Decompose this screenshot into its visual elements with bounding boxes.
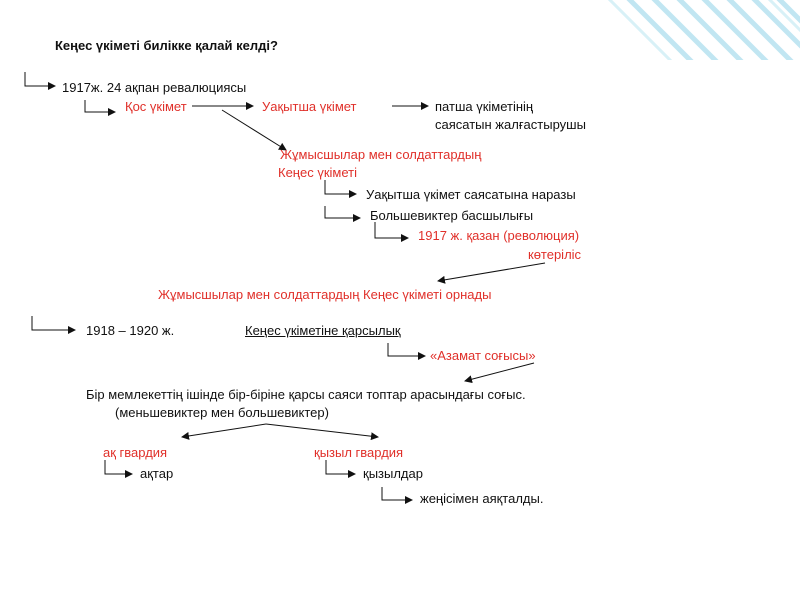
node-october-2: көтеріліс bbox=[528, 247, 582, 262]
node-soviet-2: Кеңес үкіметі bbox=[278, 165, 357, 180]
node-tsar-policy-1: патша үкіметінің bbox=[435, 99, 534, 114]
node-soviet-established: Жұмысшылар мен солдаттардың Кеңес үкіметі орнады bbox=[158, 287, 492, 302]
node-whites: ақтар bbox=[140, 466, 174, 481]
node-white-guard: ақ гвардия bbox=[103, 445, 168, 460]
node-civil-war: «Азамат соғысы» bbox=[430, 348, 536, 363]
node-definition-1: Бір мемлекеттің ішінде бір-біріне қарсы саяси топтар арасындағы соғыс. bbox=[86, 387, 526, 402]
node-discontent: Уақытша үкімет саясатына наразы bbox=[366, 187, 576, 202]
node-red-guard: қызыл гвардия bbox=[314, 445, 404, 460]
node-october-1: 1917 ж. қазан (революция) bbox=[418, 228, 580, 243]
node-years: 1918 – 1920 ж. bbox=[86, 323, 175, 338]
node-bolshevik-lead: Большевиктер басшылығы bbox=[370, 208, 534, 223]
node-victory: жеңісімен аяқталды. bbox=[420, 491, 544, 506]
node-provisional-gov: Уақытша үкімет bbox=[262, 99, 357, 114]
node-reds: қызылдар bbox=[363, 466, 423, 481]
node-feb-revolution: 1917ж. 24 ақпан ревалюциясы bbox=[62, 80, 247, 95]
node-dual-power: Қос үкімет bbox=[125, 99, 187, 114]
node-definition-2: (меньшевиктер мен большевиктер) bbox=[115, 405, 329, 420]
diagram-title: Кеңес үкіметі билікке қалай келді? bbox=[55, 38, 278, 53]
node-opposition: Кеңес үкіметіне қарсылық bbox=[245, 323, 401, 338]
node-soviet-1: Жұмысшылар мен солдаттардың bbox=[280, 147, 482, 162]
node-tsar-policy-2: саясатын жалғастырушы bbox=[435, 117, 586, 132]
